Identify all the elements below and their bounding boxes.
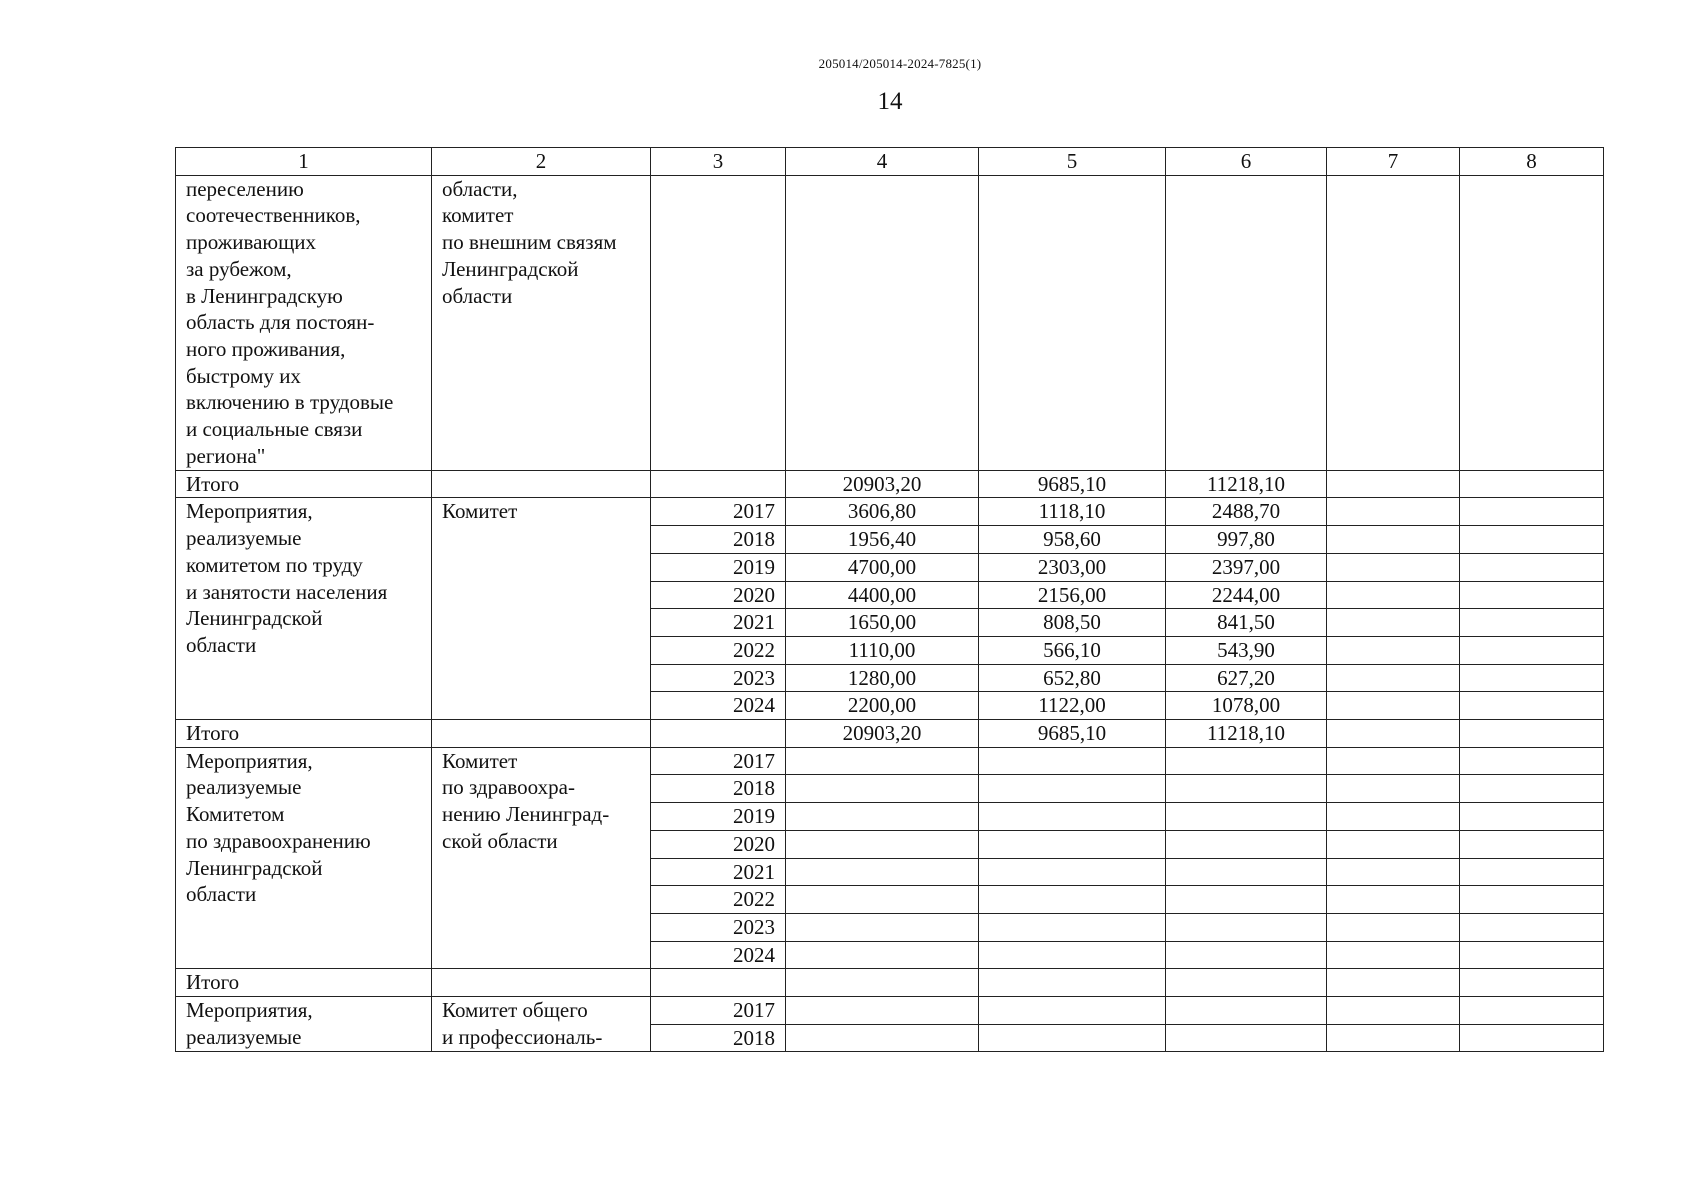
measure-cell: Мероприятия, реализуемые комитетом по труду и занятости населения Ленинградской области (176, 498, 432, 720)
empty-cell (1166, 997, 1327, 1025)
empty-cell (979, 886, 1166, 914)
empty-cell (979, 913, 1166, 941)
year-cell: 2020 (651, 830, 786, 858)
empty-cell (1327, 830, 1460, 858)
table-row (176, 997, 1604, 1025)
empty-cell (1460, 581, 1604, 609)
value-cell: 1078,00 (1166, 692, 1327, 720)
year-cell: 2019 (651, 553, 786, 581)
empty-cell (979, 969, 1166, 997)
empty-cell (1166, 175, 1327, 470)
value-cell: 20903,20 (786, 470, 979, 498)
empty-cell (1327, 969, 1460, 997)
value-cell: 2397,00 (1166, 553, 1327, 581)
empty-cell (1460, 553, 1604, 581)
value-cell: 4700,00 (786, 553, 979, 581)
year-cell: 2021 (651, 609, 786, 637)
empty-cell (786, 747, 979, 775)
document-id: 205014/205014-2024-7825(1) (818, 56, 982, 71)
empty-cell (1327, 775, 1460, 803)
value-cell: 958,60 (979, 526, 1166, 554)
empty-cell (1166, 775, 1327, 803)
empty-cell (1460, 498, 1604, 526)
empty-cell (1460, 997, 1604, 1025)
empty-cell (786, 803, 979, 831)
empty-cell (1460, 609, 1604, 637)
column-header: 7 (1327, 148, 1460, 176)
executor-cell: Комитет общего и профессиональ- (432, 997, 651, 1052)
value-cell: 2303,00 (979, 553, 1166, 581)
year-cell: 2020 (651, 581, 786, 609)
value-cell: 2488,70 (1166, 498, 1327, 526)
value-cell: 808,50 (979, 609, 1166, 637)
value-cell: 9685,10 (979, 720, 1166, 748)
year-cell: 2022 (651, 886, 786, 914)
empty-cell (979, 830, 1166, 858)
empty-cell (786, 775, 979, 803)
empty-cell (979, 997, 1166, 1025)
empty-cell (1327, 470, 1460, 498)
empty-cell (1460, 526, 1604, 554)
value-cell: 1122,00 (979, 692, 1166, 720)
empty-cell (1327, 664, 1460, 692)
empty-cell (1460, 803, 1604, 831)
executor-cell: Комитет по здравоохра- нению Ленинград- ской области (432, 747, 651, 969)
table-row (176, 498, 1604, 526)
value-cell: 841,50 (1166, 609, 1327, 637)
value-cell: 543,90 (1166, 636, 1327, 664)
empty-cell (979, 747, 1166, 775)
value-cell: 1650,00 (786, 609, 979, 637)
total-label: Итого (176, 969, 432, 997)
empty-cell (1460, 830, 1604, 858)
empty-cell (1166, 913, 1327, 941)
empty-cell (979, 941, 1166, 969)
empty-cell (432, 470, 651, 498)
empty-cell (1327, 581, 1460, 609)
empty-cell (651, 175, 786, 470)
measure-cell: Мероприятия, реализуемые (176, 997, 432, 1052)
empty-cell (1460, 775, 1604, 803)
header-row (176, 148, 1604, 176)
empty-cell (1460, 470, 1604, 498)
empty-cell (1327, 886, 1460, 914)
empty-cell (979, 858, 1166, 886)
value-cell: 1110,00 (786, 636, 979, 664)
value-cell: 652,80 (979, 664, 1166, 692)
empty-cell (432, 969, 651, 997)
column-header: 4 (786, 148, 979, 176)
year-cell: 2018 (651, 526, 786, 554)
empty-cell (1166, 1024, 1327, 1052)
empty-cell (1460, 175, 1604, 470)
total-row (176, 470, 1604, 498)
empty-cell (1166, 941, 1327, 969)
page-number: 14 (877, 88, 903, 115)
total-label: Итого (176, 720, 432, 748)
value-cell: 2200,00 (786, 692, 979, 720)
empty-cell (979, 775, 1166, 803)
empty-cell (1460, 664, 1604, 692)
empty-cell (786, 886, 979, 914)
total-row (176, 969, 1604, 997)
value-cell: 2244,00 (1166, 581, 1327, 609)
empty-cell (1460, 969, 1604, 997)
empty-cell (786, 175, 979, 470)
value-cell: 627,20 (1166, 664, 1327, 692)
empty-cell (1166, 858, 1327, 886)
empty-cell (786, 969, 979, 997)
year-cell: 2019 (651, 803, 786, 831)
executor-cell: области, комитет по внешним связям Ленинградской области (432, 175, 651, 470)
value-cell: 11218,10 (1166, 470, 1327, 498)
executor-cell: Комитет (432, 498, 651, 720)
empty-cell (979, 1024, 1166, 1052)
empty-cell (1460, 1024, 1604, 1052)
value-cell: 4400,00 (786, 581, 979, 609)
year-cell: 2022 (651, 636, 786, 664)
year-cell: 2018 (651, 775, 786, 803)
empty-cell (786, 858, 979, 886)
empty-cell (1460, 720, 1604, 748)
value-cell: 11218,10 (1166, 720, 1327, 748)
value-cell: 1280,00 (786, 664, 979, 692)
empty-cell (651, 720, 786, 748)
empty-cell (786, 1024, 979, 1052)
year-cell: 2017 (651, 997, 786, 1025)
value-cell: 566,10 (979, 636, 1166, 664)
value-cell: 1956,40 (786, 526, 979, 554)
empty-cell (1166, 886, 1327, 914)
empty-cell (1460, 886, 1604, 914)
empty-cell (651, 969, 786, 997)
empty-cell (1166, 747, 1327, 775)
empty-cell (1327, 913, 1460, 941)
empty-cell (432, 720, 651, 748)
empty-cell (1327, 720, 1460, 748)
empty-cell (1327, 553, 1460, 581)
column-header: 8 (1460, 148, 1604, 176)
empty-cell (1460, 747, 1604, 775)
column-header: 5 (979, 148, 1166, 176)
empty-cell (651, 470, 786, 498)
year-cell: 2017 (651, 498, 786, 526)
measure-cell: Мероприятия, реализуемые Комитетом по здравоохранению Ленинградской области (176, 747, 432, 969)
empty-cell (1460, 858, 1604, 886)
year-cell: 2023 (651, 913, 786, 941)
year-cell: 2024 (651, 692, 786, 720)
empty-cell (1460, 636, 1604, 664)
empty-cell (1460, 692, 1604, 720)
year-cell: 2024 (651, 941, 786, 969)
total-row (176, 720, 1604, 748)
empty-cell (786, 830, 979, 858)
empty-cell (786, 941, 979, 969)
budget-table (175, 147, 1604, 1052)
value-cell: 9685,10 (979, 470, 1166, 498)
year-cell: 2018 (651, 1024, 786, 1052)
column-header: 1 (176, 148, 432, 176)
empty-cell (1327, 941, 1460, 969)
total-label: Итого (176, 470, 432, 498)
empty-cell (1327, 175, 1460, 470)
column-header: 6 (1166, 148, 1327, 176)
column-header: 2 (432, 148, 651, 176)
empty-cell (1327, 609, 1460, 637)
empty-cell (1327, 692, 1460, 720)
year-cell: 2017 (651, 747, 786, 775)
empty-cell (1166, 969, 1327, 997)
empty-cell (979, 175, 1166, 470)
value-cell: 2156,00 (979, 581, 1166, 609)
table-row (176, 175, 1604, 470)
empty-cell (1327, 526, 1460, 554)
year-cell: 2023 (651, 664, 786, 692)
empty-cell (1327, 803, 1460, 831)
year-cell: 2021 (651, 858, 786, 886)
empty-cell (1327, 858, 1460, 886)
value-cell: 3606,80 (786, 498, 979, 526)
empty-cell (1327, 1024, 1460, 1052)
empty-cell (1327, 498, 1460, 526)
column-header: 3 (651, 148, 786, 176)
empty-cell (1327, 997, 1460, 1025)
table-row (176, 747, 1604, 775)
empty-cell (979, 803, 1166, 831)
empty-cell (1460, 941, 1604, 969)
empty-cell (1327, 636, 1460, 664)
empty-cell (786, 997, 979, 1025)
empty-cell (786, 913, 979, 941)
value-cell: 1118,10 (979, 498, 1166, 526)
value-cell: 20903,20 (786, 720, 979, 748)
measure-cell: переселению соотечественников, проживающих за рубежом, в Ленинградскую область для постоян- ного проживания, быстрому их включению в трудовые и социальные связи региона" (176, 175, 432, 470)
empty-cell (1460, 913, 1604, 941)
empty-cell (1166, 803, 1327, 831)
value-cell: 997,80 (1166, 526, 1327, 554)
empty-cell (1327, 747, 1460, 775)
empty-cell (1166, 830, 1327, 858)
